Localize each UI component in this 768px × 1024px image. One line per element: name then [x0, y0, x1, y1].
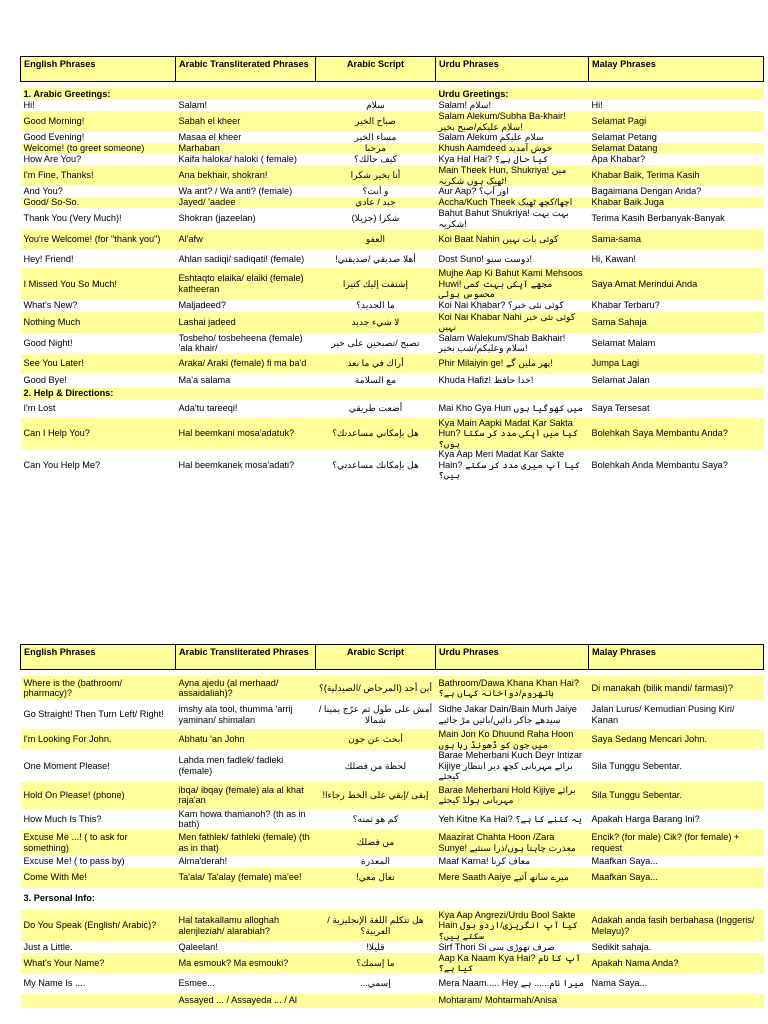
cell-arabic-script: قليلا! [316, 942, 436, 953]
cell-malay: Bagaimana Dengan Anda? [589, 186, 764, 197]
table-row [21, 143, 764, 154]
cell-arabic-translit: Ayna ajedu (al merhaad/ assaidaliah)? [176, 676, 316, 700]
table-row [21, 729, 764, 750]
table-row [21, 374, 764, 388]
cell-arabic-script: شكرا (جزيلا) [316, 208, 436, 229]
cell-arabic-script: ما الجديد؟ [316, 300, 436, 312]
cell-arabic-translit: Ta'ala/ Ta'alay (female) ma'ee! [176, 868, 316, 888]
cell-arabic-script: إشتقت إليك كثيرا [316, 268, 436, 300]
cell-arabic-script: كم هو ثمنه؟ [316, 809, 436, 830]
cell-english: I Missed You So Much! [21, 268, 176, 300]
table-row [21, 910, 764, 942]
cell-urdu [436, 888, 589, 910]
section-row [21, 388, 764, 400]
cell-english: Welcome! (to greet someone) [21, 143, 176, 154]
table-row [21, 974, 764, 994]
cell-english: I'm Looking For John. [21, 729, 176, 750]
cell-arabic-script: إبقى /إبقي على الخط رجاءا! [316, 782, 436, 809]
cell-english: My Name Is .... [21, 974, 176, 994]
cell-urdu: Barae Meherbani Kuch Deyr Intizar Kijiye برائے مہربانی کچھ دیر انتظار کیجئے [436, 750, 589, 782]
cell-arabic-translit: Sabah el kheer [176, 111, 316, 132]
header-arabic-translit: Arabic Transliterated Phrases [176, 645, 316, 670]
cell-malay: Maafkan Saya... [589, 856, 764, 868]
cell-arabic-script: أين أجد (المرحاض /الصيدلية)؟ [316, 676, 436, 700]
cell-arabic-translit: Ma esmouk? Ma esmouki? [176, 953, 316, 974]
table-row [21, 856, 764, 868]
cell-arabic-translit: Salam! [176, 100, 316, 111]
cell-malay: Sila Tunggu Sebentar. [589, 750, 764, 782]
cell-urdu: Maazirat Chahta Hoon /Zara Sunye! معذرت چاہتا ہوں/ذرا سنئیے [436, 830, 589, 856]
cell-english [21, 994, 176, 1008]
cell-arabic-script: أهلا صديقي /صديقتي! [316, 250, 436, 268]
cell-arabic-translit: Kaifa haloka/ haloki ( female) [176, 154, 316, 165]
cell-arabic-translit: Kam howa thamanoh? (th as in bath) [176, 809, 316, 830]
cell-arabic-script: مساء الخير [316, 132, 436, 143]
cell-urdu: Koi Baat Nahin کوئی بات نہیں [436, 229, 589, 250]
cell-malay: Sama-sama [589, 229, 764, 250]
cell-arabic-translit: Marhaban [176, 143, 316, 154]
cell-english: 3. Personal Info: [21, 888, 176, 910]
cell-urdu: Accha/Kuch Theek اچھا/کچھ ٹھیک [436, 197, 589, 208]
cell-english: What's New? [21, 300, 176, 312]
cell-arabic-script: تصبح /تصبحين على خير [316, 333, 436, 354]
cell-english: Just a Little. [21, 942, 176, 953]
cell-malay: Terima Kasih Berbanyak-Banyak [589, 208, 764, 229]
cell-arabic-translit: Shokran (jazeelan) [176, 208, 316, 229]
table-row [21, 400, 764, 418]
cell-malay: Encik? (for male) Cik? (for female) + request [589, 830, 764, 856]
cell-arabic-translit: Araka/ Araki (female) fi ma ba'd [176, 354, 316, 374]
cell-arabic-script: أبحث عن جون [316, 729, 436, 750]
cell-urdu: Dost Suno! دوست سنو! [436, 250, 589, 268]
cell-english: Thank You (Very Much)! [21, 208, 176, 229]
cell-malay: Apa Khabar? [589, 154, 764, 165]
cell-english: Good Bye! [21, 374, 176, 388]
table-row [21, 300, 764, 312]
cell-english: Can You Help Me? [21, 449, 176, 481]
cell-urdu: Sidhe Jakar Dain/Bain Murh Jaiye سیدھے جاکر دائیں/بائیں مڑ جائیے [436, 700, 589, 729]
header-urdu: Urdu Phrases [436, 57, 589, 82]
cell-english: Can I Help You? [21, 418, 176, 450]
table-row [21, 953, 764, 974]
cell-urdu: Barae Meherbani Hold Kijiye برائے مہربانی ہولڈ کیجئے [436, 782, 589, 809]
table-row [21, 782, 764, 809]
cell-arabic-translit: Hal tatakallamu alloghah alenjleziah/ alarabiah? [176, 910, 316, 942]
cell-malay [589, 994, 764, 1008]
cell-urdu: Mera Naam..... Hey میرا نام...... ہے [436, 974, 589, 994]
section-row [21, 88, 764, 100]
cell-malay: Khabar Terbaru? [589, 300, 764, 312]
cell-urdu: Kya Main Aapki Madat Kar Sakta Hun? کیا میں آپکی مدد کر سکتا ہوں؟ [436, 418, 589, 450]
cell-arabic-translit [176, 888, 316, 910]
cell-arabic-translit: Assayed ... / Assayeda ... / Al [176, 994, 316, 1008]
cell-arabic-script: مرحبا [316, 143, 436, 154]
cell-english: Good Morning! [21, 111, 176, 132]
cell-urdu: Bahut Bahut Shukriya! بہت بہت شکریہ! [436, 208, 589, 229]
cell-malay: Selamat Malam [589, 333, 764, 354]
cell-english: Good/ So-So. [21, 197, 176, 208]
table-row [21, 186, 764, 197]
cell-malay: Hi, Kawan! [589, 250, 764, 268]
cell-arabic-translit: Abhatu 'an John [176, 729, 316, 750]
table-row [21, 100, 764, 111]
cell-malay: Jumpa Lagi [589, 354, 764, 374]
header-urdu: Urdu Phrases [436, 645, 589, 670]
cell-urdu [436, 388, 589, 400]
cell-urdu: Salam Walekum/Shab Bakhair! سلام وعلیکم/شب بخیر! [436, 333, 589, 354]
cell-english: I'm Lost [21, 400, 176, 418]
cell-urdu: Mere Saath Aaiye میرے ساتھ آئیے [436, 868, 589, 888]
cell-urdu: Mujhe Aap Ki Bahut Kami Mehsoos Huwi! مجھے آپکی بہت کمی محسوس ہوئی [436, 268, 589, 300]
cell-malay: Apakah Nama Anda? [589, 953, 764, 974]
cell-english: And You? [21, 186, 176, 197]
cell-arabic-script [316, 88, 436, 100]
table-row [21, 197, 764, 208]
cell-arabic-translit: Lashai jadeed [176, 312, 316, 333]
cell-english: 1. Arabic Greetings: [21, 88, 176, 100]
cell-urdu: Urdu Greetings: [436, 88, 589, 100]
cell-arabic-translit: Alma'derah! [176, 856, 316, 868]
cell-malay [589, 888, 764, 910]
table-row [21, 418, 764, 450]
cell-urdu: Salam Alekum/Subha Ba-khair! سلام علیکم/صبح بخیر! [436, 111, 589, 132]
cell-english: Hold On Please! (phone) [21, 782, 176, 809]
table-row [21, 449, 764, 481]
cell-malay: Bolehkah Saya Membantu Anda? [589, 418, 764, 450]
cell-urdu: Main Jon Ko Dhuund Raha Hoon میں جون کو ڈھونڈ رہا ہوں [436, 729, 589, 750]
cell-english: How Are You? [21, 154, 176, 165]
cell-arabic-translit: Maljadeed? [176, 300, 316, 312]
cell-urdu: Phir Milaiyin ge! پھر ملیں گے! [436, 354, 589, 374]
cell-arabic-translit: Al'afw [176, 229, 316, 250]
header-malay: Malay Phrases [589, 57, 764, 82]
table-row [21, 208, 764, 229]
cell-arabic-script: كيف حالك؟ [316, 154, 436, 165]
table-row [21, 676, 764, 700]
cell-arabic-translit: Eshtaqto elaika/ elaiki (female) katheeran [176, 268, 316, 300]
cell-arabic-script: هل تتكلم اللغة الإنجليزية /العربية؟ [316, 910, 436, 942]
table-row [21, 250, 764, 268]
cell-malay: Maafkan Saya... [589, 868, 764, 888]
phrase-table-1 [20, 56, 764, 481]
table-row [21, 994, 764, 1008]
cell-english: Do You Speak (English/ Arabic)? [21, 910, 176, 942]
cell-arabic-script [316, 888, 436, 910]
cell-malay: Khabar Baik Juga [589, 197, 764, 208]
cell-urdu: Sirf Thori Si صرف تھوڑی سی [436, 942, 589, 953]
table-row [21, 111, 764, 132]
cell-urdu: Bathroom/Dawa Khana Khan Hai? باتھروم/دواخانہ کہاں ہے؟ [436, 676, 589, 700]
cell-urdu: Koi Nai Khabar? کوئی نئی خبر؟ [436, 300, 589, 312]
cell-malay: Adakah anda fasih berbahasa (Inggeris/ Melayu)? [589, 910, 764, 942]
cell-malay: Apakah Harga Barang Ini? [589, 809, 764, 830]
header-arabic-script: Arabic Script [316, 645, 436, 670]
cell-urdu: Main Theek Hun, Shukriya! میں ٹھیک ہوں شکریہ! [436, 165, 589, 186]
cell-english: Excuse Me ...! ( to ask for something) [21, 830, 176, 856]
cell-english: Hi! [21, 100, 176, 111]
cell-malay: Selamat Pagi [589, 111, 764, 132]
cell-arabic-translit: imshy ala tool, thumma 'arrij yaminan/ shimalan [176, 700, 316, 729]
cell-malay: Saya Sedang Mencari John. [589, 729, 764, 750]
cell-arabic-script: أمش على طول ثم عرّج يمينا / شمالا [316, 700, 436, 729]
cell-malay: Khabar Baik, Terima Kasih [589, 165, 764, 186]
cell-urdu: Kya Aap Angrezi/Urdu Bool Sakte Hain کیا آپ انگریزی/اردو بول سکتے ہیں؟ [436, 910, 589, 942]
table-row [21, 868, 764, 888]
cell-malay: Selamat Jalan [589, 374, 764, 388]
cell-urdu: Maaf Karna! معاف کرنا [436, 856, 589, 868]
table-row [21, 942, 764, 953]
header-arabic-translit: Arabic Transliterated Phrases [176, 57, 316, 82]
cell-arabic-script: و أنت؟ [316, 186, 436, 197]
cell-urdu: Aap Ka Naam Kya Hai? آپ کا نام کیا ہے؟ [436, 953, 589, 974]
table-row [21, 132, 764, 143]
cell-urdu: Aur Aap? اور آپ؟ [436, 186, 589, 197]
cell-urdu: Yeh Kitne Ka Hai? یہ کتنے کا ہے؟ [436, 809, 589, 830]
cell-english: Good Night! [21, 333, 176, 354]
cell-arabic-script: من فضلك [316, 830, 436, 856]
table-row [21, 700, 764, 729]
cell-malay: Nama Saya... [589, 974, 764, 994]
cell-arabic-script: لا شيء جديد [316, 312, 436, 333]
cell-malay [589, 88, 764, 100]
cell-english: Come With Me! [21, 868, 176, 888]
table-row [21, 154, 764, 165]
table2-header-row [21, 645, 764, 670]
cell-malay: Selamat Petang [589, 132, 764, 143]
table-row [21, 165, 764, 186]
cell-arabic-translit [176, 88, 316, 100]
cell-arabic-script: مع السلامة [316, 374, 436, 388]
header-arabic-script: Arabic Script [316, 57, 436, 82]
cell-arabic-translit: Tosbeho/ tosbeheena (female) 'ala khair/ [176, 333, 316, 354]
cell-malay [589, 388, 764, 400]
cell-arabic-translit: Ma'a salama [176, 374, 316, 388]
cell-arabic-script: صباح الخير [316, 111, 436, 132]
cell-urdu: Mai Kho Gya Hun میں کھوگیا ہوں [436, 400, 589, 418]
cell-arabic-script [316, 388, 436, 400]
cell-malay: Sama Sahaja [589, 312, 764, 333]
cell-arabic-script: تعال معي! [316, 868, 436, 888]
cell-arabic-translit: Men fathlek/ fathleki (female) (th as in that) [176, 830, 316, 856]
cell-english: Where is the (bathroom/ pharmacy)? [21, 676, 176, 700]
cell-malay: Saya Amat Merindui Anda [589, 268, 764, 300]
cell-english: Go Straight! Then Turn Left/ Right! [21, 700, 176, 729]
cell-arabic-translit: Ada'tu tareeqi! [176, 400, 316, 418]
cell-malay: Di manakah (bilik mandi/ farmasi)? [589, 676, 764, 700]
section-row [21, 888, 764, 910]
table-row [21, 809, 764, 830]
cell-arabic-translit: Qaleelan! [176, 942, 316, 953]
cell-arabic-translit: Ana bekhair, shokran! [176, 165, 316, 186]
cell-arabic-script: أضعت طريقي [316, 400, 436, 418]
cell-english: Good Evening! [21, 132, 176, 143]
cell-arabic-script: إسمي... [316, 974, 436, 994]
cell-malay: Hi! [589, 100, 764, 111]
cell-urdu: Khush Aamdeed خوش آمدید [436, 143, 589, 154]
cell-arabic-script: العفو [316, 229, 436, 250]
cell-arabic-script: هل بإمكاني مساعدتك؟ [316, 418, 436, 450]
cell-arabic-script: جيد / عادي [316, 197, 436, 208]
cell-arabic-translit: Hal beemkanek mosa'adati? [176, 449, 316, 481]
cell-arabic-translit: Lahda men fadlek/ fadleki (female) [176, 750, 316, 782]
cell-arabic-script: هل بإمكانك مساعدتي؟ [316, 449, 436, 481]
cell-arabic-script [316, 994, 436, 1008]
cell-arabic-translit: Hal beemkani mosa'adatuk? [176, 418, 316, 450]
cell-malay: Sedikit sahaja. [589, 942, 764, 953]
cell-arabic-script: أنا بخير شكرا [316, 165, 436, 186]
cell-english: Hey! Friend! [21, 250, 176, 268]
cell-malay: Sila Tunggu Sebentar. [589, 782, 764, 809]
cell-english: I'm Fine, Thanks! [21, 165, 176, 186]
header-malay: Malay Phrases [589, 645, 764, 670]
cell-english: 2. Help & Directions: [21, 388, 176, 400]
cell-english: One Moment Please! [21, 750, 176, 782]
table-row [21, 229, 764, 250]
cell-malay: Bolehkah Anda Membantu Saya? [589, 449, 764, 481]
cell-english: Nothing Much [21, 312, 176, 333]
cell-arabic-translit: ibqa/ ibqay (female) ala al khat raja'an [176, 782, 316, 809]
cell-urdu: Kya Aap Meri Madat Kar Sakte Hain? کیا آپ میری مدد کر سکتے ہیں؟ [436, 449, 589, 481]
cell-english: You're Welcome! (for "thank you") [21, 229, 176, 250]
cell-arabic-translit: Ahlan sadiqi/ sadiqati! (female) [176, 250, 316, 268]
cell-urdu: Kya Hal Hai? کیا حال ہے؟ [436, 154, 589, 165]
cell-arabic-script: أراك في ما بعد [316, 354, 436, 374]
cell-malay: Saya Tersesat [589, 400, 764, 418]
table1-header-row [21, 57, 764, 82]
table-row [21, 830, 764, 856]
cell-arabic-script: سلام [316, 100, 436, 111]
cell-arabic-translit: Masaa el kheer [176, 132, 316, 143]
phrase-table-2 [20, 644, 764, 1008]
cell-arabic-translit [176, 388, 316, 400]
cell-arabic-script: لحظة من فضلك [316, 750, 436, 782]
cell-arabic-script: المعذرة [316, 856, 436, 868]
cell-malay: Jalan Lurus/ Kemudian Pusing Kiri/ Kanan [589, 700, 764, 729]
table-row [21, 312, 764, 333]
cell-arabic-translit: Wa ant? / Wa anti? (female) [176, 186, 316, 197]
cell-urdu: Koi Nai Khabar Nahi کوئی نئی خبر نہیں [436, 312, 589, 333]
cell-malay: Selamat Datang [589, 143, 764, 154]
table-row [21, 268, 764, 300]
cell-urdu: Khuda Hafiz! خدا حافظ! [436, 374, 589, 388]
header-english: English Phrases [21, 645, 176, 670]
cell-english: What's Your Name? [21, 953, 176, 974]
table-row [21, 354, 764, 374]
cell-urdu: Salam Alekum سلام علیکم [436, 132, 589, 143]
cell-arabic-translit: Esmee... [176, 974, 316, 994]
cell-english: How Much Is This? [21, 809, 176, 830]
cell-english: Excuse Me! ( to pass by) [21, 856, 176, 868]
header-english: English Phrases [21, 57, 176, 82]
table-row [21, 333, 764, 354]
cell-urdu: Salam! سلام! [436, 100, 589, 111]
cell-english: See You Later! [21, 354, 176, 374]
cell-urdu: Mohtaram/ Mohtarmah/Anisa [436, 994, 589, 1008]
cell-arabic-translit: Jayed/ 'aadee [176, 197, 316, 208]
cell-arabic-script: ما إسمك؟ [316, 953, 436, 974]
table-row [21, 750, 764, 782]
